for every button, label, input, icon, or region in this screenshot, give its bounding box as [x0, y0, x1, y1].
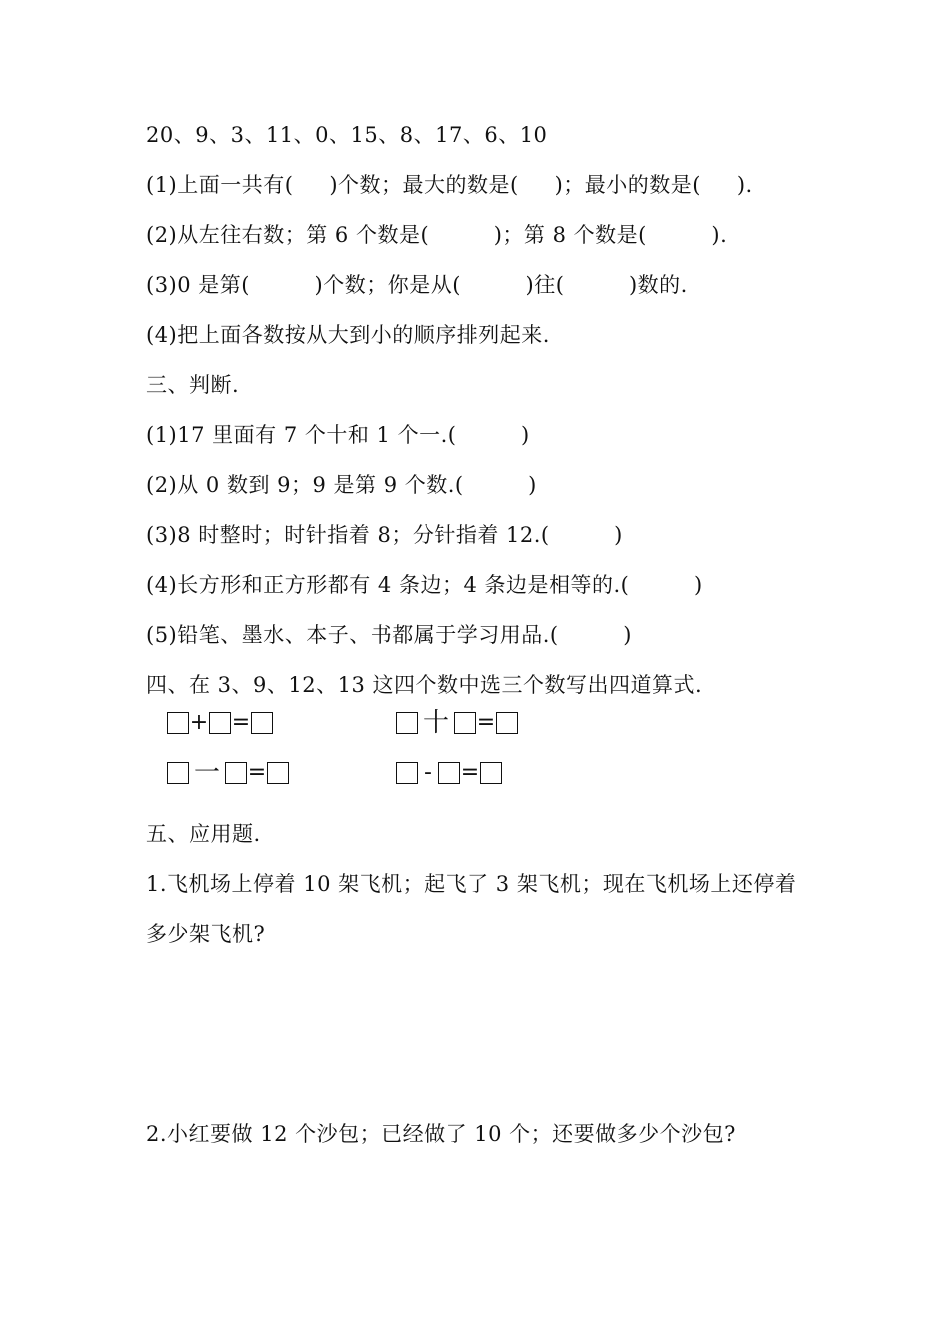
- section-3-title: 三、判断.: [146, 373, 240, 397]
- equation-row-1: [167, 710, 273, 736]
- equation-row-3: [167, 760, 289, 786]
- problem-1-line-2: 多少架飞机?: [146, 922, 266, 946]
- answer-box[interactable]: [480, 762, 502, 784]
- section-4-title: 四、在 3、9、12、13 这四个数中选三个数写出四道算式.: [146, 673, 703, 697]
- equals-sign: =: [231, 710, 251, 735]
- section-5-title: 五、应用题.: [146, 822, 261, 846]
- minus-sign: 一: [193, 758, 220, 788]
- answer-box[interactable]: [396, 762, 418, 784]
- judge-item-3: (3)8 时整时；时针指着 8；分针指着 12.( ): [146, 523, 623, 547]
- equation-row-2: [396, 710, 518, 736]
- answer-box[interactable]: [267, 762, 289, 784]
- judge-item-1: (1)17 里面有 7 个十和 1 个一.( ): [146, 423, 530, 447]
- question-2-3: (3)0 是第( )个数；你是从( )往( )数的.: [146, 273, 688, 297]
- answer-box[interactable]: [225, 762, 247, 784]
- judge-item-5: (5)铅笔、墨水、本子、书都属于学习用品.( ): [146, 623, 632, 647]
- judge-item-2: (2)从 0 数到 9；9 是第 9 个数.( ): [146, 473, 537, 497]
- problem-1-line-1: 1.飞机场上停着 10 架飞机；起飞了 3 架飞机；现在飞机场上还停着: [146, 872, 797, 896]
- question-2-4: (4)把上面各数按从大到小的顺序排列起来.: [146, 323, 550, 347]
- question-2-1: (1)上面一共有( )个数；最大的数是( )；最小的数是( ).: [146, 173, 753, 197]
- equals-sign: =: [476, 710, 496, 735]
- answer-box[interactable]: [209, 712, 231, 734]
- answer-box[interactable]: [496, 712, 518, 734]
- question-2-2: (2)从左往右数；第 6 个数是( )；第 8 个数是( ).: [146, 223, 728, 247]
- equals-sign: =: [460, 760, 480, 785]
- answer-box[interactable]: [396, 712, 418, 734]
- answer-box[interactable]: [167, 712, 189, 734]
- plus-sign: +: [189, 710, 209, 735]
- answer-box[interactable]: [454, 712, 476, 734]
- problem-2: 2.小红要做 12 个沙包；已经做了 10 个；还要做多少个沙包?: [146, 1122, 736, 1146]
- equals-sign: =: [247, 760, 267, 785]
- plus-sign: 十: [422, 708, 449, 738]
- answer-box[interactable]: [167, 762, 189, 784]
- equation-row-4: [396, 760, 502, 786]
- answer-box[interactable]: [438, 762, 460, 784]
- judge-item-4: (4)长方形和正方形都有 4 条边；4 条边是相等的.( ): [146, 573, 703, 597]
- number-list: 20、9、3、11、0、15、8、17、6、10: [146, 123, 548, 147]
- minus-sign: -: [424, 760, 432, 785]
- answer-box[interactable]: [251, 712, 273, 734]
